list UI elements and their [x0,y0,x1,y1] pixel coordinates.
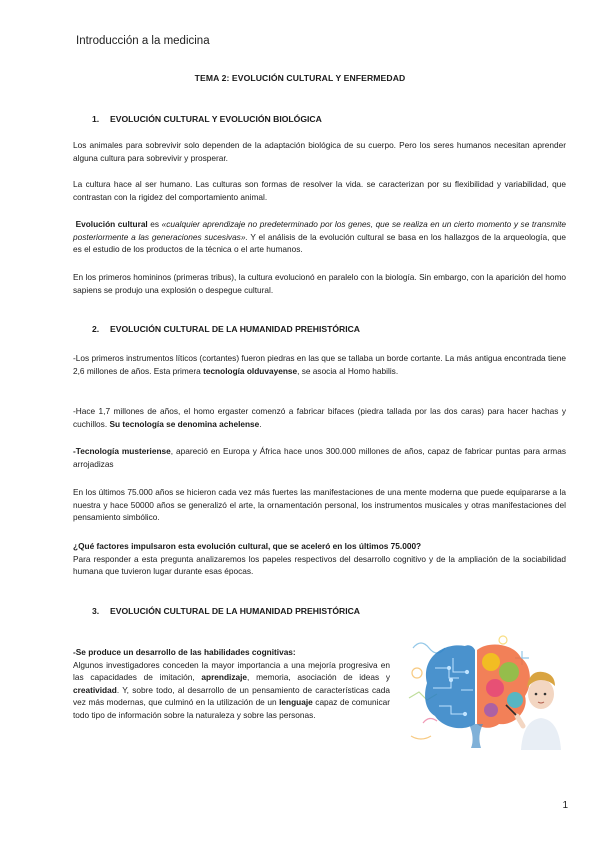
section-title: EVOLUCIÓN CULTURAL Y EVOLUCIÓN BIOLÓGICA [110,114,322,124]
paragraph [73,218,566,256]
term: aprendizaje [201,672,248,682]
section-heading-2 [92,324,360,334]
text-span: Y el análisis de la evolución cultural se basa en los hallazgos de la arqueología, que es el estudio de los productos de la técnica o el arte humanos. [73,231,566,254]
term: lenguaje [279,697,313,707]
paragraph: En los primeros homininos (primeras tribus), la cultura evolucionó en paralelo con la biología. Sin embargo, con la aparición del homo sapiens se produjo una explosión o despegue cultural. [73,272,566,295]
text-span: , se asocia al Homo habilis. [297,365,399,376]
paragraph [73,540,566,578]
subheading: -Se produce un desarrollo de las habilidades cognitivas: [73,647,296,657]
section-number: 2. [92,324,100,334]
question: ¿Qué factores impulsaron esta evolución cultural, que se aceleró en los últimos 75.000? [73,541,422,551]
text-span: Algunos investigadores conceden la mayor importancia a una mejoría progresiva en las capacidades de imitación, [73,659,390,682]
document-title: TEMA 2: EVOLUCIÓN CULTURAL Y ENFERMEDAD [194,73,406,83]
section-title: EVOLUCIÓN CULTURAL DE LA HUMANIDAD PREHISTÓRICA [110,324,361,334]
paragraph: En los últimos 75.000 años se hicieron cada vez más fuertes las manifestaciones de una mente moderna que puede equipararse a la nuestra y hace 50000 años se generalizó el arte, la ornamentación personal, los instrumentos musicales y otras manifestaciones del pensamiento simbólico. [73,487,566,522]
text-span: . Y, sobre todo, al desarrollo de un pensamiento de características cada vez más modernas, que culminó en la utilización de un [73,684,390,707]
paragraph [73,405,566,430]
section-heading-3 [92,606,360,616]
paragraph [73,646,390,721]
text-span: -Los primeros instrumentos líticos (cortantes) fueron piedras en las que se tallaba un borde cortante. La más antigua encontrada tiene 2,6 millones de años. Esta primera [73,353,566,376]
section-heading-1 [92,114,322,124]
text-span: , apareció en Europa y África hace unos 300.000 millones de años, capaz de fabricar puntas para armas arrojadizas [73,446,566,469]
paragraph [73,445,566,470]
text-span: . [259,418,262,429]
page-number: 1 [562,800,568,811]
page-header: Introducción a la medicina [76,35,210,47]
paragraph: Los animales para sobrevivir solo dependen de la adaptación biológica de su cuerpo. Pero los seres humanos necesitan aprender alguna cultura para sobrevivir y prosperar. [73,140,566,163]
text-span: capaz de comunicar todo tipo de información sobre la naturaleza y sobre las personas. [73,697,390,720]
text-span: Para responder a esta pregunta analizaremos los papeles respectivos del desarrollo cognitivo y de la ampliación de la sociabilidad humana que tuvieron lugar durante esas épocas. [73,553,566,576]
term: Evolución cultural [75,219,148,229]
text-span: , memoria, asociación de ideas y [247,672,390,682]
paragraph [73,352,566,377]
text-span: -Hace 1,7 millones de años, el homo ergaster comenzó a fabricar bifaces (piedra tallada por las dos caras) para hacer hachas y cuchillos. [73,406,566,429]
section-title: EVOLUCIÓN CULTURAL DE LA HUMANIDAD PREHISTÓRICA [110,606,361,616]
term: -Tecnología musteriense [73,446,171,456]
term: tecnología olduvayense [203,365,298,376]
paragraph: La cultura hace al ser humano. Las culturas son formas de resolver la vida. se caracterizan por su flexibilidad y variabilidad, que contrastan con la rigidez del comportamiento animal. [73,179,566,202]
term: Su tecnología se denomina achelense [109,418,260,429]
brain-illustration [403,628,561,750]
brain-child-image [403,628,561,750]
term: creatividad [73,684,117,695]
text-span: es [147,219,162,229]
section-number: 1. [92,114,100,124]
definition-quote: «cualquier aprendizaje no predeterminado por los genes, que se realiza en un cierto momento y se transmite posteriormente a las generaciones sucesivas». [73,219,566,242]
section-number: 3. [92,606,100,616]
